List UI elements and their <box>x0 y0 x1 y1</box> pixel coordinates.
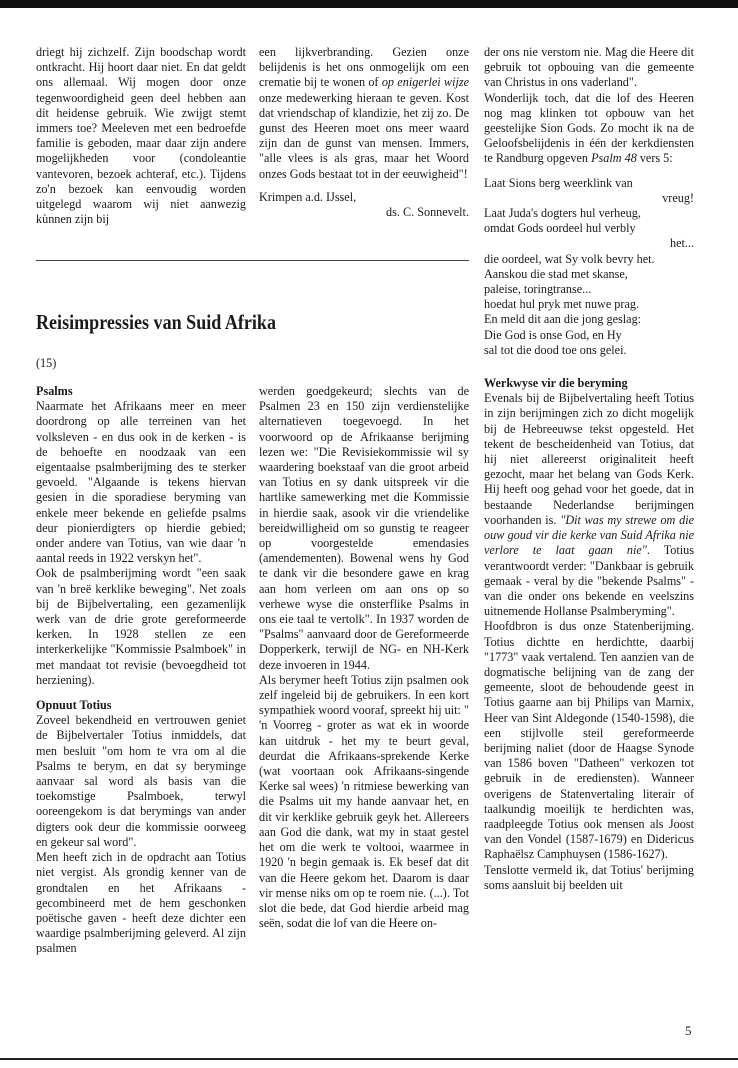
poem-line: omdat Gods oordeel hul verbly <box>484 221 636 236</box>
poem-line: Die God is onse God, en Hy <box>484 327 622 342</box>
prev-article-column-2 <box>259 45 469 220</box>
paragraph: Tenslotte vermeld ik, dat Totius' berijming soms aansluit bij beelden uit <box>484 862 694 892</box>
paragraph: Naarmate het Afrikaans meer en meer doordrong op alle terreinen van het volksleven - en dus ook in de kerken - is de behoefte en noodzaak van een eigentaalse psalmberijming des te sterker gevoeld. "Algaande is tekens hiervan gesien in die sporadiese beryming van enkele meer bekende en geliefde psalms deur pionierdigters op hierdie gebied; onder andere van Totius, van wie daar 'n aantal reeds in 1922 verskyn het". <box>36 399 246 566</box>
paragraph: werden goedgekeurd; slechts van de Psalmen 23 en 150 zijn verdienstelijke alternatieven toegevoegd. In het voorwoord op de Afrikaanse berijming lezen we: "Die Revisiekommissie wil sy waardering boekstaaf van die groot arbeid van Totius en sy dank uitspreek vir die hartlike samewerking met die Kommissie in hierdie saak, asook vir die vriendelike bereidwilligheid om so gunstig te reageer op voorgestelde emendasies (amendementen). Bowenal wens hy God te dank vir die besondere gawe en krag aan hom verleen om aan ons op so verhewe wyse die onsterflike Psalms in ons eie taal te vertolk". In 1937 worden de "Psalms" aanvaard door de Gereformeerde Dopperkerk, terwijl de NG- en NH-Kerk deze invoeren in 1944. <box>259 384 469 672</box>
paragraph: Hoofdbron is dus onze Statenberijming. Totius dichtte en herdichtte, daarbij "1773" vaak vertalend. Ten aanzien van de dogmatische belijning van de zang der gemeente, sloot de behoudende geest in Totius gaarne aan bij Philips van Marnix, Heer van Sint Aldegonde (1540-1598), die een stijlvolle steil gereformeerde berijming naliet (door de Haagse Synode van 1586 boven "Datheen" verkozen tot gebruik in de erediensten). Wanneer overigens de Statenvertaling literair of taalkundig moeilijk te herdichten was, raadpleegde Totius ook mensen als Joost van den Vondel (1587-1679) en Didericus Raphaëlsz Camphuysen (1586-1627). <box>484 619 694 862</box>
paragraph: Men heeft zich in de opdracht aan Totius niet vergist. Als grondig kenner van de grondtalen en het Afrikaans - gecombineerd met de hem geschonken poëtische gaven - heeft deze dichter een waardige psalmberijming geleverd. Al zijn psalmen <box>36 850 246 956</box>
paragraph: Als berymer heeft Totius zijn psalmen ook zelf ingeleid bij de gebruikers. In een kort sympathiek woord vooraf, spreekt hij uit: " 'n Voorreg - groter as wat ek in woorde kan uitdruk - het my te beurt geval, deurdat die Afrikaans-sprekende Kerke (wat voortaan ook Afrikaans-singende Kerke sal wees) 'n ritmiese bewerking van die Psalms uit my hande aanvaar het, en dit vir kerklike gebruik geyk het. Allereers aan God die dank, wat my in staat gestel het om die werk te voltooi, waarmee in 1920 'n begin gemaak is. Ek besef dat dit van die Heere gekom het. Daarom is daar vir mense niks om op te roem nie. (...). Tot slot die bede, dat God hierdie arbeid mag seën, sodat die lof van die Heere on- <box>259 672 469 931</box>
section-divider <box>36 260 469 261</box>
paragraph: Evenals bij de Bijbelvertaling heeft Totius in zijn berijmingen zich zo dicht mogelijk bij de Hebreeuwse tekst opgesteld. Het tekent de bescheidenheid van Totius, dat hij niet allereerst originaliteit heeft gezocht, maar het belang van Gods Kerk. Hij heeft oog gehad voor het goede, dat in bestaande Nederlandse berijmingen voorhanden is. "Dit was my strewe om die ouw goud vir die kerke van Suid Afrika nie verlore te laat gaan nie". Totius verantwoordt verder: "Dankbaar is gebruik gemaak - veral by die "bekende Psalms" - van die onder ons bekende en veelszins uitnemende Hollanse Psalmberyming". <box>484 391 694 619</box>
poem-line: paleise, toringtranse... <box>484 282 592 297</box>
section-heading-psalms: Psalms <box>36 384 73 398</box>
prev-article-paragraph: driegt hij zichzelf. Zijn boodschap wordt ontkracht. Hij hoort daar niet. En dat geldt ons allemaal. Wij mogen door onze tegenwoordigheid geen deel hebben aan dit heidense gebruik. Wie zwijgt stemt immers toe? Meeleven met een bedroefde familie is geboden, maar daar zijn andere mogelijkheden voor (condoleantie vantevoren, bezoek achteraf, etc.). Tijdens zo'n bezoek kan eenvoudig worden uitgelegd waarom wij niet aanwezig kùnnen zijn bij <box>36 45 246 227</box>
article-column-3 <box>484 45 694 893</box>
article-title: Reisimpressies van Suid Afrika <box>36 310 277 334</box>
paragraph: Wonderlijk toch, dat die lof des Heeren nog mag klinken tot opbouw van het geestelijke Sion Gods. Zo mocht ik na de Geloofsbelijdenis in één der kerkdiensten te Randburg opgeven Psalm 48 vers 5: <box>484 90 694 166</box>
article-part-number: (15) <box>36 356 57 370</box>
section-heading-opnuut-totius: Opnuut Totius <box>36 698 112 713</box>
paragraph: Zoveel bekendheid en vertrouwen geniet de Bijbelvertaler Totius inmiddels, dat men besluit "om hom te vra om al die Psalms te berym, en dat sy beryminge aanvaar sal word als basis van die toekomstige Psalmboek, terwyl ooreengekom is dat berymings van ander digters ook deur die kommissie oorweeg en gekeur sal word". <box>36 713 246 849</box>
poem-line: sal tot die dood toe ons gelei. <box>484 342 627 357</box>
poem-line: die oordeel, wat Sy volk bevry het. <box>484 251 655 266</box>
poem-line: Aanskou die stad met skanse, <box>484 266 628 281</box>
poem-line: En meld dit aan die jong geslag: <box>484 312 642 327</box>
emphasis: "Dit was my strewe om die ouw goud vir die kerke van Suid Afrika nie verlore te laat gaan nie" <box>484 512 694 558</box>
poem-line: Laat Juda's dogters hul verheug, <box>484 206 641 221</box>
emphasis: Psalm 48 <box>591 151 637 166</box>
poem-line: Laat Sions berg weerklink van <box>484 175 633 190</box>
poem-line: vreug! <box>662 190 694 205</box>
prev-article-column-1 <box>36 45 246 227</box>
signature-author: ds. C. Sonnevelt. <box>386 205 469 220</box>
top-rule <box>0 0 738 8</box>
psalm-quote <box>484 176 694 358</box>
section-heading-werkwyse: Werkwyse vir die beryming <box>484 376 628 391</box>
poem-line: hoedat hul pryk met nuwe prag. <box>484 297 640 312</box>
bottom-rule <box>0 1058 738 1060</box>
signature-place: Krimpen a.d. IJssel, <box>259 189 357 204</box>
poem-line: het... <box>669 236 694 251</box>
article-column-1 <box>36 384 246 957</box>
paragraph: der ons nie verstom nie. Mag die Heere dit gebruik tot opbouing van die gemeente van Christus in ons vaderland". <box>484 45 694 90</box>
emphasis: op enigerlei wijze <box>381 75 469 90</box>
page-number: 5 <box>685 1023 692 1038</box>
prev-article-paragraph-2: een lijkverbranding. Gezien onze belijdenis is het ons onmogelijk om een crematie bij te wonen of op enigerlei wijze onze medewerking hieraan te geven. Kost dat vriendschap of klandizie, het zij zo. De gunst des Heeren moet ons meer waard zijn dan de gunst van mensen. Immers, "alle vlees is als gras, maar het Woord onzes Gods bestaat tot in der eeuwigheid"! <box>259 45 469 181</box>
paragraph: Ook de psalmberijming wordt "een saak van 'n breë kerklike beweging". Net zoals bij de Bijbelvertaling, een gezamenlijk werk van de drie grote gereformeerde kerken. In 1928 stellen ze een interkerkelijke "Kommissie Psalmboek" in met mandaat tot revisie (bevoegdheid tot herziening). <box>36 566 246 687</box>
article-column-2 <box>259 384 469 931</box>
